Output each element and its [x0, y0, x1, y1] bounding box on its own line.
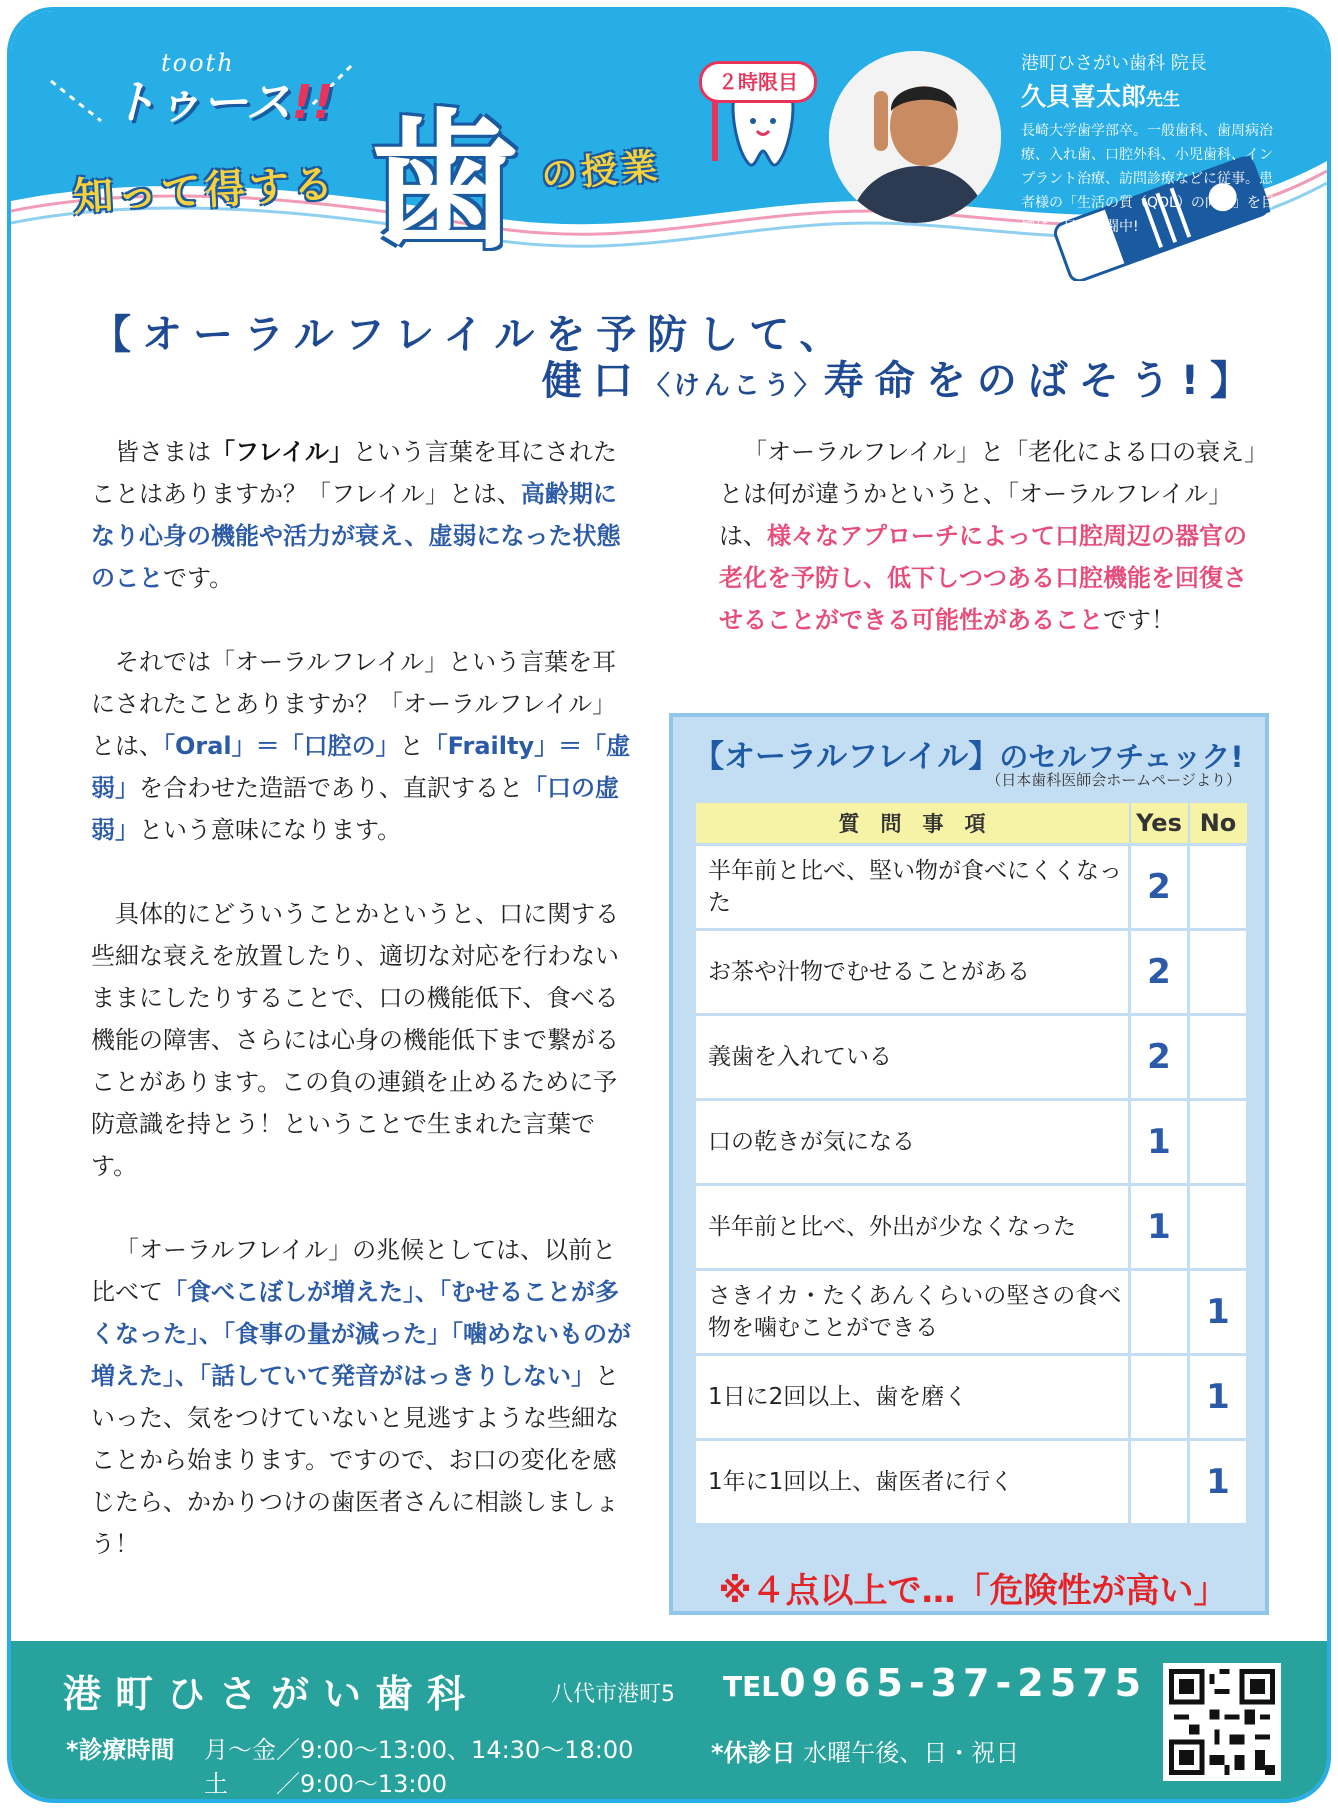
yes-cell: 1	[1130, 1100, 1189, 1185]
p5-text-3: です！	[1103, 606, 1175, 634]
p2-text-5: を合わせた造語であり、直訳すると	[139, 774, 523, 802]
doctor-clinic-role: 港町ひさがい歯科 院長	[1021, 53, 1207, 74]
table-row	[695, 1015, 1248, 1100]
logo-small-text: tooth	[161, 49, 235, 77]
col-yes-header: Yes	[1130, 802, 1189, 845]
logo-main-text	[111, 66, 334, 132]
yes-cell	[1130, 1440, 1189, 1525]
self-check-box	[669, 713, 1269, 1615]
qr-code-icon[interactable]	[1163, 1663, 1281, 1781]
no-cell	[1189, 1015, 1248, 1100]
self-check-table	[693, 801, 1249, 1526]
self-check-source: （日本歯科医師会ホームページより）	[986, 771, 1241, 789]
hours-label: *診療時間	[66, 1736, 175, 1764]
doctor-silhouette-icon	[829, 51, 1001, 223]
hours-saturday: 土 ／9:00〜13:00	[204, 1770, 448, 1798]
yes-cell: 2	[1130, 1015, 1189, 1100]
p1-text-5: です。	[163, 564, 234, 592]
article-paragraph-4	[91, 1229, 631, 1565]
table-row	[695, 1440, 1248, 1525]
question-cell: お茶や汁物でむせることがある	[695, 930, 1130, 1015]
clinic-name: 港町ひさがい歯科	[63, 1672, 480, 1716]
question-cell: 1年に1回以上、歯医者に行く	[695, 1440, 1130, 1525]
headline-line2-a: 健口	[541, 358, 644, 404]
doctor-name-line	[1021, 77, 1321, 113]
p1-text-4: 高齢期になり心身の機能や活力が衰え、虚弱になった状態のこと	[91, 480, 621, 592]
table-row	[695, 1185, 1248, 1270]
yes-cell: 2	[1130, 930, 1189, 1015]
no-cell: 1	[1189, 1355, 1248, 1440]
p4-text-2: 「食べこぼしが増えた」、「むせることが多くなった」、「食事の量が減った」「噛めないものが増えた」、「話していて発音がはっきりしない」	[91, 1278, 631, 1390]
self-check-title-main: 【オーラルフレイル】	[693, 739, 1000, 775]
subtitle-right: の授業	[539, 145, 663, 198]
no-cell	[1189, 845, 1248, 930]
p1-text-2: 「フレイル」	[211, 438, 353, 466]
question-cell: 義歯を入れている	[695, 1015, 1130, 1100]
question-cell: 1日に2回以上、歯を磨く	[695, 1355, 1130, 1440]
p2-text-3: と	[399, 732, 424, 760]
p1-text-3: という言葉を耳にされたことはありますか？「フレイル」とは、	[91, 438, 617, 508]
table-row	[695, 845, 1248, 930]
no-cell: 1	[1189, 1270, 1248, 1355]
article-left-column	[91, 431, 631, 1607]
question-cell: 半年前と比べ、堅い物が食べにくくなった	[695, 845, 1130, 930]
hours-row-2	[66, 1767, 633, 1801]
closed-label: *休診日	[711, 1739, 796, 1767]
question-cell: 半年前と比べ、外出が少なくなった	[695, 1185, 1130, 1270]
no-cell: 1	[1189, 1440, 1248, 1525]
doctor-photo	[829, 51, 1001, 223]
hours-weekday: 月〜金／9:00〜13:00、14:30〜18:00	[204, 1736, 634, 1764]
table-row	[695, 1270, 1248, 1355]
p4-text-1: 「オーラルフレイル」の兆候としては、以前と比べて	[91, 1236, 617, 1306]
question-cell: 口の乾きが気になる	[695, 1100, 1130, 1185]
p2-text-6: 「口の虚弱」	[91, 774, 619, 844]
logo-main-word: トゥース	[111, 75, 292, 129]
clinic-footer	[11, 1641, 1327, 1803]
table-row	[695, 1355, 1248, 1440]
col-question-header: 質 問 事 項	[695, 802, 1130, 845]
yes-cell: 1	[1130, 1185, 1189, 1270]
question-cell: さきイカ・たくあんくらいの堅さの食べ物を噛むことができる	[695, 1270, 1130, 1355]
p5-text-1: 「オーラルフレイル」と「老化による口の衰え」とは何が違うかというと、「オーラルフレイル」は、	[719, 438, 1257, 550]
headline-ruby: 〈けんこう〉	[643, 371, 824, 401]
p2-text-7: という意味になります。	[139, 816, 402, 844]
doctor-honorific: 先生	[1146, 90, 1181, 110]
hours-row-1	[66, 1733, 633, 1767]
closed-value: 水曜午後、日・祝日	[803, 1739, 1020, 1767]
no-cell	[1189, 1185, 1248, 1270]
clinic-address: 八代市港町5	[551, 1682, 675, 1707]
p2-text-4: 「Frailty」＝「虚弱」	[91, 732, 631, 802]
yes-cell	[1130, 1270, 1189, 1355]
article-paragraph-2	[91, 641, 631, 851]
office-hours	[66, 1733, 633, 1801]
p2-text-2: 「Oral」＝「口腔の」	[163, 732, 400, 760]
headline-line-1: 【オーラルフレイルを予防して、	[91, 312, 851, 358]
headline-line2-b: 寿命をのばそう!】	[823, 358, 1261, 404]
risk-warning: ※４点以上で…「危険性が高い」	[718, 1571, 1228, 1611]
period-badge: ２時限目	[699, 61, 817, 103]
doctor-bio: 長崎大学歯学部卒。一般歯科、歯周病治療、入れ歯、口腔外科、小児歯科、インプラント治療、訪問診療などに従事。患者様の「生活の質（QOL）の向上」を目標に、日々奮闘中!	[1021, 123, 1275, 235]
yes-cell	[1130, 1355, 1189, 1440]
col-no-header: No	[1189, 802, 1248, 845]
table-row	[695, 930, 1248, 1015]
clinic-phone	[723, 1661, 1147, 1705]
page-frame	[7, 7, 1331, 1803]
big-tooth-kanji: 歯	[369, 96, 520, 270]
phone-label: TEL	[723, 1670, 780, 1703]
p1-text-1: 皆さまは	[115, 438, 211, 466]
qr-code-graphic	[1169, 1669, 1275, 1775]
no-cell	[1189, 930, 1248, 1015]
p5-text-2: 様々なアプローチによって口腔周辺の器官の老化を予防し、低下しつつある口腔機能を回復させることができる可能性があること	[719, 522, 1247, 634]
doctor-name: 久貝喜太郎	[1021, 82, 1147, 111]
table-header-row	[695, 802, 1248, 845]
logo-bang: !!	[291, 75, 334, 129]
hours-spacer	[66, 1767, 204, 1801]
article-paragraph-5	[719, 431, 1259, 641]
table-row	[695, 1100, 1248, 1185]
self-check-title-suffix: のセルフチェック!	[999, 740, 1244, 774]
article-paragraph-3: 具体的にどういうことかというと、口に関する些細な衰えを放置したり、適切な対応を行わないままにしたりすることで、口の機能低下、食べる機能の障害、さらには心身の機能低下まで繋がることがあります。この負の連鎖を止めるために予防意識を持とう！ということで生まれた言葉です。	[91, 900, 619, 1180]
yes-cell: 2	[1130, 845, 1189, 930]
subtitle-left: 知って得する	[72, 161, 339, 221]
p4-text-3: といった、気をつけていないと見逃すような些細なことから始まります。ですので、お口の変化を感じたら、かかりつけの歯医者さんに相談しましょう！	[91, 1362, 619, 1558]
doctor-info	[1021, 49, 1321, 239]
phone-number: 0965-37-2575	[779, 1661, 1148, 1705]
article-paragraph-1	[91, 431, 631, 599]
article-right-column	[719, 431, 1259, 683]
headline-line-2	[11, 349, 1261, 406]
no-cell	[1189, 1100, 1248, 1185]
header-banner	[11, 11, 1327, 281]
closed-days	[711, 1733, 1019, 1768]
p2-text-1: それでは「オーラルフレイル」という言葉を耳にされたことありますか？「オーラルフレイル」とは、	[91, 648, 617, 760]
